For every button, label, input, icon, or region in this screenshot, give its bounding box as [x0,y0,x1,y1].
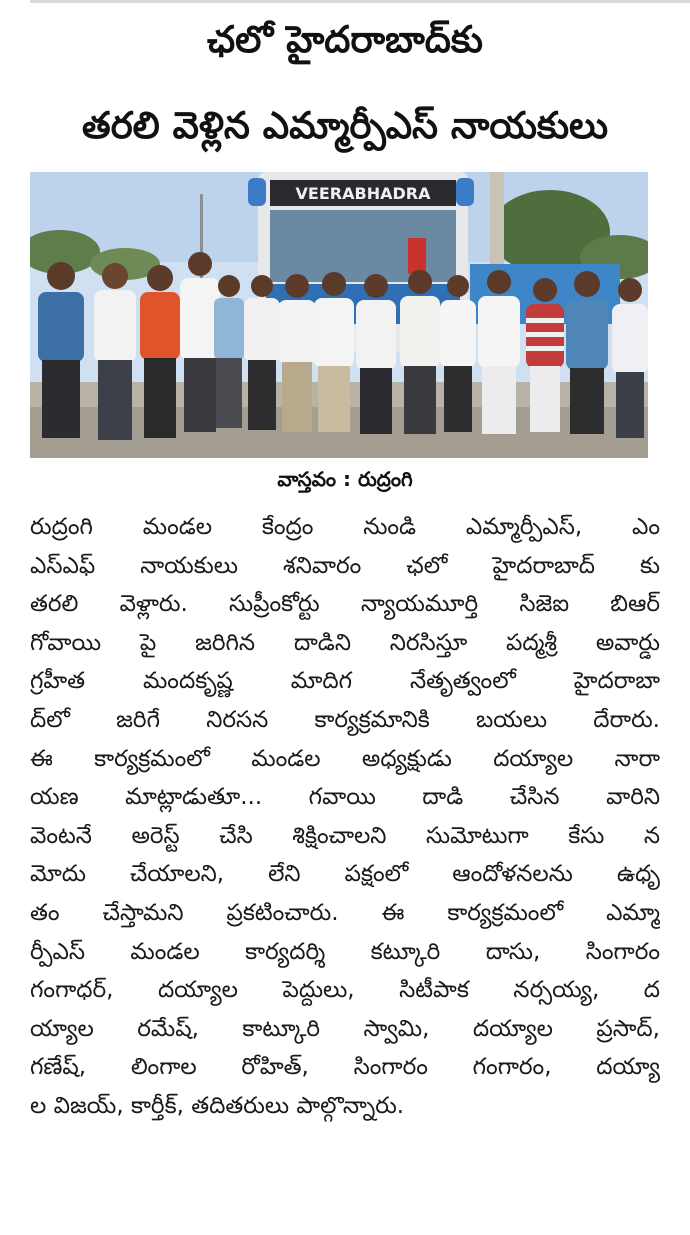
article-line: ర్పీఎస్ మండల కార్యదర్శి కట్కూరి దాసు, సింగారం [30,938,660,965]
article-line: ఈ కార్యక్రమంలో మండల అధ్యక్షుడు దయ్యాల నారా [30,745,660,772]
article-line: రుద్రంగి మండల కేంద్రం నుండి ఎమ్మార్పీఎస్, ఎం [30,514,660,540]
article-line: ద్‌లో జరిగే నిరసన కార్యక్రమానికి బయలు దేరారు. [30,706,660,733]
article-line: గోవాయి పై జరిగిన దాడిని నిరసిస్తూ పద్మశ్రీ అవార్డు [30,629,660,656]
article-line: య్యాల రమేష్, కాట్కూరి స్వామి, దయ్యాల ప్రసాద్, [30,1015,660,1042]
headline-line-1: ఛలో హైదరాబాద్‌కు [207,18,483,61]
article-line: మోదు చేయాలని, లేని పక్షంలో ఆందోళనలను ఉధృ [30,861,660,888]
article-body [30,508,660,1126]
news-photo [30,172,648,458]
article-line: గణేష్, లింగాల రోహిత్, సింగారం గంగారం, దయ్యా [30,1054,660,1081]
top-rule [30,0,690,3]
article-line: యణ మాట్లాడుతూ... గవాయి దాడి చేసిన వారిని [30,784,660,811]
article-line: గంగాధర్, దయ్యాల పెద్దులు, సిటీపాక నర్సయ్య, ద [30,977,660,1004]
article-line: ల విజయ్, కార్తీక్, తదితరులు పాల్గొన్నారు. [30,1092,405,1119]
article-line: గ్రహీత మందకృష్ణ మాదిగ నేతృత్వంలో హైదరాబా [30,668,660,695]
article-line: వెంటనే అరెస్ట్ చేసి శిక్షించాలని సుమోటుగా కేసు న [30,822,660,849]
bus-sign: VEERABHADRA [295,184,431,203]
article-line: తం చేస్తామని ప్రకటించారు. ఈ కార్యక్రమంలో ఎమ్మా [30,899,660,926]
article-line: తరలి వెళ్లారు. సుప్రీంకోర్టు న్యాయమూర్తి సిజెఐ బిఆర్ [30,591,660,618]
article-line: ఎస్ఎఫ్ నాయకులు శనివారం ఛలో హైదరాబాద్ కు [30,552,660,579]
headline-line-2: తరలి వెళ్లిన ఎమ్మార్పీఎస్ నాయకులు [81,104,609,147]
dateline: వాస్తవం : రుద్రంగి [277,467,413,491]
